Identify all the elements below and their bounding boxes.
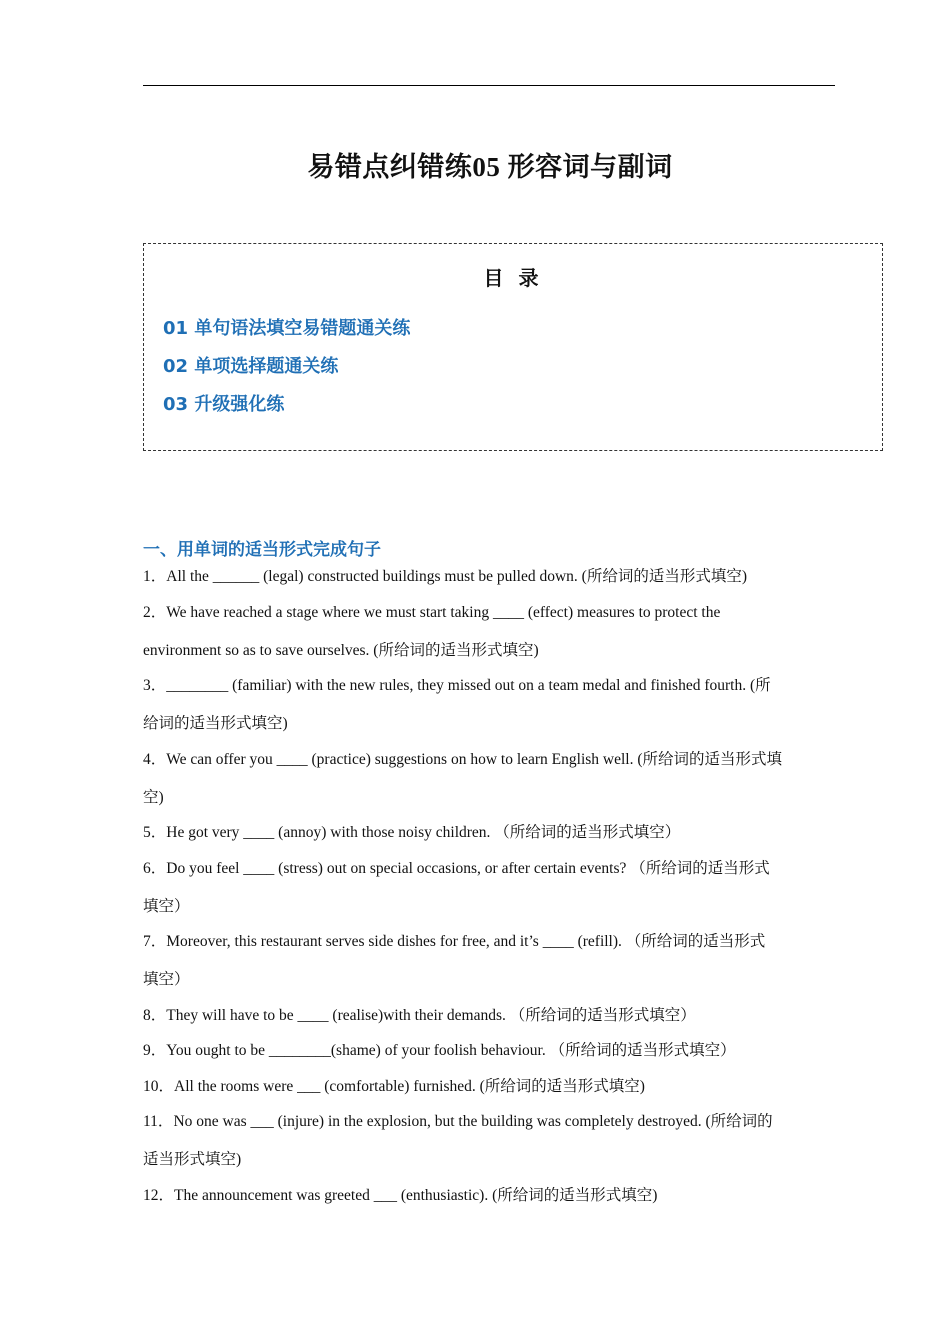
question-text: He got very ____ (annoy) with those noisy children. （所给词的适当形式填空）: [166, 824, 681, 841]
question-item: [143, 932, 843, 990]
question-number: 12．: [143, 1186, 175, 1204]
question-item: [143, 859, 843, 917]
question-item: [143, 1186, 843, 1206]
question-item: [143, 603, 843, 661]
question-text-continued: 给词的适当形式填空): [143, 715, 288, 732]
question-number: 1．: [143, 568, 167, 585]
question-number: 8．: [143, 1006, 167, 1024]
question-item: [143, 1006, 843, 1026]
question-text-continued: 适当形式填空): [143, 1151, 242, 1168]
question-number: 7．: [143, 933, 167, 950]
question-number: 10．: [143, 1077, 175, 1095]
question-text: You ought to be ________(shame) of your foolish behaviour. （所给词的适当形式填空）: [166, 1042, 736, 1059]
question-number: 3．: [143, 677, 167, 694]
question-text-continued: 填空）: [143, 971, 190, 988]
question-number: 5．: [143, 824, 167, 841]
question-number: 11．: [143, 1113, 174, 1130]
question-text: We have reached a stage where we must start taking ____ (effect) measures to protect the: [166, 603, 721, 621]
question-text: ________ (familiar) with the new rules, they missed out on a team medal and finished fourth. (所: [166, 677, 771, 694]
question-text-continued: 填空）: [143, 897, 190, 915]
question-list: [143, 567, 843, 1221]
question-text: All the ______ (legal) constructed buildings must be pulled down. (所给词的适当形式填空): [166, 568, 748, 585]
question-text: We can offer you ____ (practice) suggestions on how to learn English well. (所给词的适当形式填: [166, 750, 783, 768]
question-number: 4．: [143, 750, 167, 768]
question-number: 9．: [143, 1042, 167, 1059]
question-text: They will have to be ____ (realise)with their demands. （所给词的适当形式填空）: [166, 1006, 696, 1024]
section-heading: 一、用单词的适当形式完成句子: [143, 540, 381, 560]
question-item: [143, 567, 843, 587]
question-text: The announcement was greeted ___ (enthusiastic). (所给词的适当形式填空): [174, 1186, 658, 1204]
document-title: 易错点纠错练05 形容词与副词: [307, 152, 673, 182]
question-item: [143, 1112, 843, 1170]
question-text: Do you feel ____ (stress) out on special occasions, or after certain events? （所给词的适当形式: [166, 859, 770, 877]
question-number: 2．: [143, 603, 167, 621]
header-rule: [143, 85, 835, 86]
question-text: No one was ___ (injure) in the explosion, but the building was completely destroyed. (所给词的: [173, 1113, 773, 1130]
toc-item-3[interactable]: 03 升级强化练: [163, 394, 285, 415]
question-text-continued: 空): [143, 788, 164, 806]
question-text: Moreover, this restaurant serves side dishes for free, and it’s ____ (refill). （所给词的适当形式: [166, 933, 766, 950]
question-item: [143, 823, 843, 843]
table-of-contents: [143, 243, 883, 451]
question-number: 6．: [143, 859, 167, 877]
toc-item-1[interactable]: 01 单句语法填空易错题通关练: [163, 318, 411, 339]
question-text: All the rooms were ___ (comfortable) furnished. (所给词的适当形式填空): [174, 1077, 645, 1095]
toc-item-2[interactable]: 02 单项选择题通关练: [163, 356, 339, 377]
question-item: [143, 676, 843, 734]
toc-heading: 目 录: [483, 266, 543, 290]
question-item: [143, 1041, 843, 1061]
question-item: [143, 1077, 843, 1097]
question-item: [143, 750, 843, 808]
question-text-continued: environment so as to save ourselves. (所给词的适当形式填空): [143, 641, 539, 659]
